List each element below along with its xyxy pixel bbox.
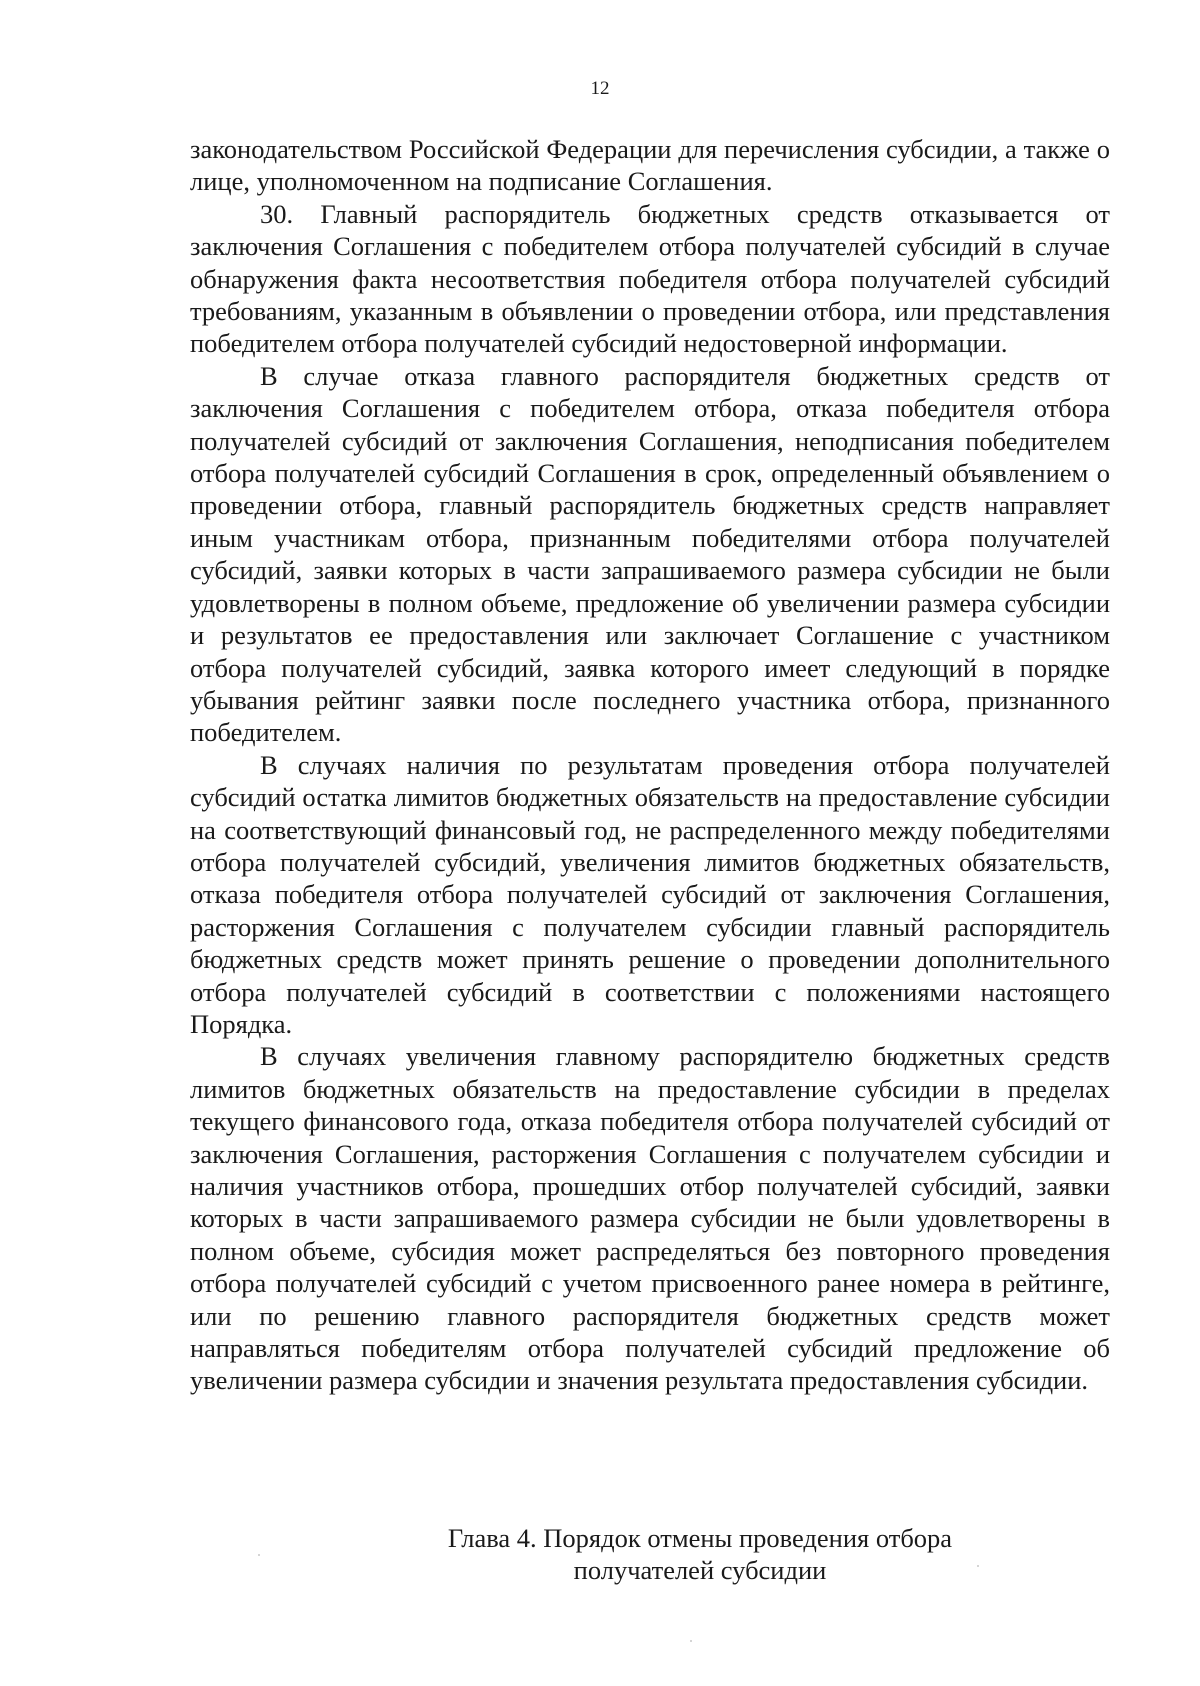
page-number: 12 [590, 78, 610, 99]
chapter-heading-line-1: Глава 4. Порядок отмены проведения отбора [447, 1523, 953, 1553]
paragraph-limit-increase: В случаях увеличения главному распорядителю бюджетных средств лимитов бюджетных обязательств на предоставление субсидии в пределах текущего финансового года, отказа победителя отбора получателей субсидий от заключения Соглашения, расторжения Соглашения с получателем субсидии и наличия участников отбора, прошедших отбор получателей субсидий, заявки которых в части запрашиваемого размера субсидии не были удовлетворены в полном объеме, субсидия может распределяться без повторного проведения отбора получателей субсидий с учетом присвоенного ранее номера в рейтинге, или по решению главного распорядителя бюджетных средств может направляться победителям отбора получателей субсидий предложение об увеличении размера субсидии и значения результата предоставления субсидии. [190, 1041, 1110, 1396]
body-text [190, 133, 1110, 1397]
paragraph-refusal-case: В случае отказа главного распорядителя бюджетных средств от заключения Соглашения с победителем отбора, отказа победителя отбора получателей субсидий от заключения Соглашения, неподписания победителем отбора получателей субсидий Соглашения в срок, определенный объявлением о проведении отбора, главный распорядитель бюджетных средств направляет иным участникам отбора, признанным победителями отбора получателей субсидий, заявки которых в части запрашиваемого размера субсидии не были удовлетворены в полном объеме, предложение об увеличении размера субсидии и результатов ее предоставления или заключает Соглашение с участником отбора получателей субсидий, заявка которого имеет следующий в порядке убывания рейтинг заявки после последнего участника отбора, признанного победителем. [190, 360, 1110, 748]
scan-speck [690, 1640, 692, 1642]
chapter-heading [190, 1522, 1110, 1586]
paragraph-additional-selection: В случаях наличия по результатам проведения отбора получателей субсидий остатка лимитов бюджетных обязательств на предоставление субсидии на соответствующий финансовый год, не распределенного между победителями отбора получателей субсидий, увеличения лимитов бюджетных обязательств, отказа победителя отбора получателей субсидий от заключения Соглашения, расторжения Соглашения с получателем субсидии главный распорядитель бюджетных средств может принять решение о проведении дополнительного отбора получателей субсидий в соответствии с положениями настоящего Порядка. [190, 749, 1110, 1039]
scan-speck [977, 1565, 979, 1567]
paragraph-clause-30: 30. Главный распорядитель бюджетных средств отказывается от заключения Соглашения с победителем отбора получателей субсидий в случае обнаружения факта несоответствия победителя отбора получателей субсидий требованиям, указанным в объявлении о проведении отбора, или представления победителем отбора получателей субсидий недостоверной информации. [190, 198, 1110, 359]
scan-speck [258, 1554, 260, 1556]
paragraph-continuation: законодательством Российской Федерации для перечисления субсидии, а также о лице, уполномоченном на подписание Соглашения. [190, 134, 1110, 197]
chapter-heading-line-2: получателей субсидии [573, 1555, 827, 1585]
